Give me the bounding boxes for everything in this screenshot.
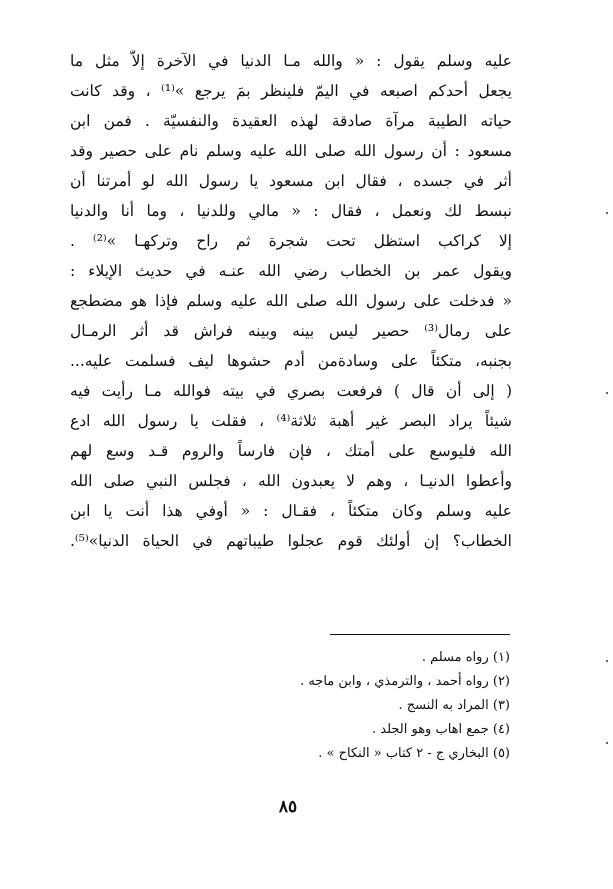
scan-speck [606, 392, 608, 394]
text-line: وأعطوا الدنيـا ، وهم لا يعبدون الله ، فجلس النبي صلى الله [70, 472, 512, 490]
page-number: ٨٥ [278, 797, 298, 817]
footnote-item: (٤) جمع اهاب وهو الجلد . [371, 722, 510, 737]
footnote-item: (١) رواه مسلم . [421, 650, 510, 665]
main-text-block [70, 46, 512, 556]
footnote-separator [330, 634, 510, 635]
text-line: يجعل أحدكم اصبعه في اليمّ فلينظر بمَ يرجع »⁽¹⁾ ، وقد كانت [70, 82, 512, 100]
text-line: بجنبه، متكئاً على وسادةمن أدم حشوها ليف فسلمت عليه... [70, 352, 512, 370]
text-line: عليه وسلم يقول : « والله مـا الدنيا في الآخرة إلاّ مثل ما [70, 52, 512, 70]
footnote-item: (٣) المراد به النسج . [398, 698, 510, 713]
footnote-item: (٢) رواه أحمد ، والترمذي ، وابن ماجه . [300, 674, 510, 689]
scan-speck [606, 212, 608, 214]
text-line: ويقول عمر بن الخطاب رضي الله عنـه في حديث الإيلاء : [70, 262, 512, 280]
text-line: عليه وسلم وكان متكئاً ، فقـال : « أوفي هذا أنت يا ابن [70, 502, 512, 520]
footnote-item: (٥) البخاري ج - ٢ كتاب « النكاح » . [318, 746, 510, 761]
text-line: الخطاب؟ إن أولئك قوم عجلوا طيباتهم في الحياة الدنيا»⁽⁵⁾. [70, 532, 512, 550]
text-line: الله فليوسع على أمتك ، فإن فارساً والروم قـد وسع لهم [70, 442, 512, 460]
text-line: حياته الطيبة مرآة صادقة لهذه العقيدة والنفسيّة . فمن ابن [70, 112, 512, 130]
footnotes-block [180, 646, 510, 766]
text-line: مسعود : أن رسول الله صلى الله عليه وسلم نام على حصير وقد [70, 142, 512, 160]
text-line: شيئاً يراد البصر غير أهبة ثلاثة⁽⁴⁾ ، فقلت يا رسول الله ادع [70, 412, 512, 430]
text-line: إلا كراكب استظل تحت شجرة ثم راح وتركهـا »⁽²⁾ . [70, 232, 512, 250]
text-line: نبسط لك ونعمل ، فقال : « مالي وللدنيا ، وما أنا والدنيا [70, 202, 512, 220]
scan-speck [606, 742, 608, 744]
text-line: أثر في جسده ، فقال ابن مسعود يا رسول الله لو أمرتنا أن [70, 172, 512, 190]
scan-speck [606, 660, 608, 662]
text-line: « فدخلت على رسول الله صلى الله عليه وسلم فإذا هو مضطجع [70, 292, 512, 310]
text-line: على رمال⁽³⁾ حصير ليس بينه وبينه فراش قد أثر الرمـال [70, 322, 512, 340]
text-line: ( إلى أن قال ) فرفعت بصري في بيته فوالله مـا رأيت فيه [70, 382, 512, 400]
